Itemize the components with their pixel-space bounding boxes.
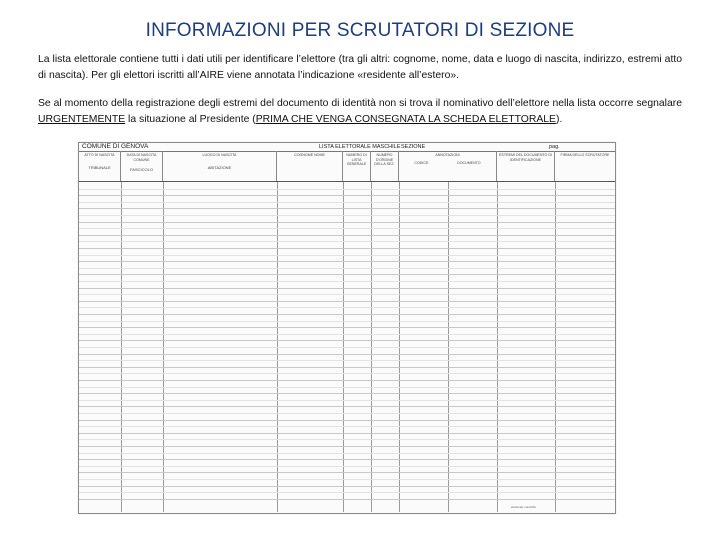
register-row-line <box>79 340 615 341</box>
register-row-subline <box>79 255 615 256</box>
header-annotation-document: DOCUMENTO <box>457 160 481 165</box>
header-signature: FIRMA DELLO SCRUTATORE <box>560 153 610 157</box>
register-row-subline <box>79 492 615 493</box>
header-birth-act: ATTO DI NASCITA TRIBUNALE <box>79 151 121 181</box>
register-header <box>79 151 615 182</box>
register-row-line <box>79 354 615 355</box>
intro-paragraph: La lista elettorale contiene tutti i dati utili per identificare l’elettore (tra gli altri: cognome, nome, data e luogo di nascita, indirizzo, estremi atto di nascita). Per gli elettori iscritti all’AIRE viene annotata l’indicazione «residente all’estero». <box>38 54 682 81</box>
register-row-subline <box>79 466 615 467</box>
register-row-subline <box>79 387 615 388</box>
register-row-line <box>79 420 615 421</box>
register-row-subline <box>79 294 615 295</box>
register-row-subline <box>79 228 615 229</box>
register-row-line <box>79 433 615 434</box>
register-row-subline <box>79 321 615 322</box>
register-rows <box>79 182 615 512</box>
register-row-line <box>79 314 615 315</box>
register-row-subline <box>79 307 615 308</box>
header-annotation-code: CODICE <box>414 160 429 165</box>
header-section-order-number: NUMERO D'ORDINE DELLA SEZ. <box>371 151 399 181</box>
register-row-line <box>79 486 615 487</box>
page-title: INFORMAZIONI PER SCRUTATORI DI SEZIONE <box>145 20 575 41</box>
register-row-line <box>79 274 615 275</box>
register-row-subline <box>79 373 615 374</box>
register-row-line <box>79 459 615 460</box>
register-row-line <box>79 327 615 328</box>
warning-underlined: PRIMA CHE VENGA CONSEGNATA LA SCHEDA ELETTORALE <box>255 114 556 125</box>
header-birth-date: DATA DI NASCITA COMUNE FASCICOLO <box>121 151 163 181</box>
register-row-subline <box>79 268 615 269</box>
register-row-line <box>79 248 615 249</box>
header-annotations: ANNOTAZIONI CODICE DOCUMENTO <box>399 151 497 181</box>
register-row-subline <box>79 413 615 414</box>
register-row-line <box>79 499 615 500</box>
register-row-line <box>79 288 615 289</box>
urgent-word: URGENTEMENTE <box>38 114 126 125</box>
register-row-line <box>79 235 615 236</box>
register-page-label: pag. <box>549 144 560 150</box>
warning-end: ). <box>555 114 563 125</box>
register-section-label: SEZIONE <box>401 144 426 150</box>
electoral-register-image <box>78 142 616 514</box>
header-birth-place: LUOGO DI NASCITA ABITAZIONE <box>163 151 277 181</box>
register-row-subline <box>79 453 615 454</box>
register-row-subline <box>79 360 615 361</box>
register-row-line <box>79 222 615 223</box>
register-row-subline <box>79 281 615 282</box>
register-row-subline <box>79 241 615 242</box>
register-row-subline <box>79 202 615 203</box>
register-list-title: LISTA ELETTORALE MASCHILE <box>319 144 401 150</box>
register-row-line <box>79 208 615 209</box>
register-row-subline <box>79 439 615 440</box>
register-row-line <box>79 446 615 447</box>
header-name: COGNOME NOME <box>277 151 343 181</box>
register-row-line <box>79 380 615 381</box>
register-row-line <box>79 367 615 368</box>
register-row-line <box>79 195 615 196</box>
register-row-line <box>79 406 615 407</box>
register-row-subline <box>79 215 615 216</box>
register-row-subline <box>79 426 615 427</box>
register-municipality: COMUNE DI GENOVA <box>82 143 149 150</box>
register-row-line <box>79 472 615 473</box>
register-row-subline <box>79 189 615 190</box>
register-row-subline <box>79 400 615 401</box>
warning-text: Se al momento della registrazione degli estremi del documento di identità non si trova il nominativo dell’elettore nella lista occorre segnalare <box>38 98 682 109</box>
warning-paragraph <box>38 96 682 128</box>
register-stamp: elettorale maschile <box>511 505 537 509</box>
header-id-document: ESTREMI DEL DOCUMENTO DI IDENTIFICAZIONE <box>497 151 555 181</box>
register-row-subline <box>79 347 615 348</box>
register-row-line <box>79 301 615 302</box>
register-row-subline <box>79 479 615 480</box>
header-general-list-number: NUMERO DI LISTA GENERALE <box>343 151 371 181</box>
register-row-subline <box>79 334 615 335</box>
warning-middle: la situazione al Presidente ( <box>125 114 256 125</box>
register-row-line <box>79 393 615 394</box>
register-row-line <box>79 261 615 262</box>
